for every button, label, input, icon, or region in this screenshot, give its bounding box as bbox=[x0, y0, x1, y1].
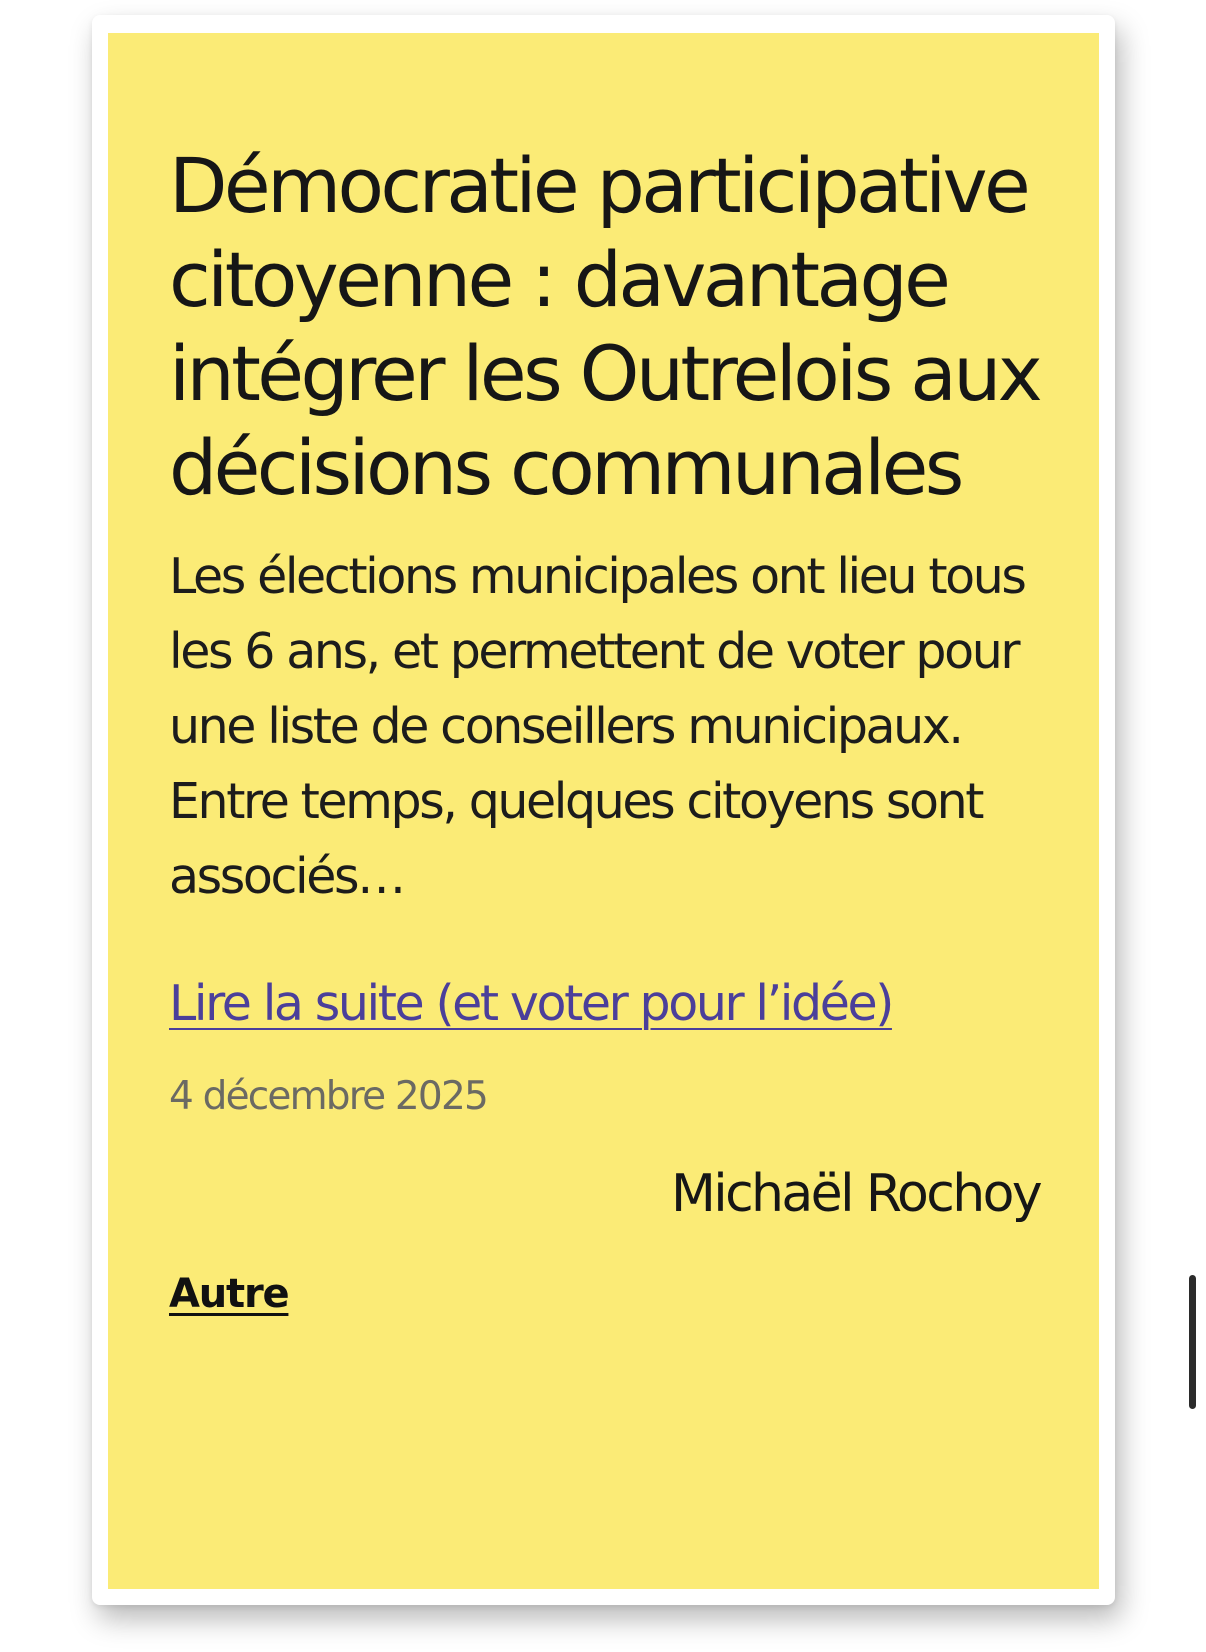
author-name: Michaël Rochoy bbox=[670, 1164, 1040, 1224]
publish-date: 4 décembre 2025 bbox=[169, 1074, 487, 1119]
idea-title: Démocratie participative citoyenne : davantage intégrer les Outrelois aux décisions communales bbox=[169, 141, 1040, 512]
read-more-link[interactable]: Lire la suite (et voter pour l’idée) bbox=[169, 975, 892, 1032]
idea-card bbox=[92, 15, 1115, 1605]
idea-card-content bbox=[108, 33, 1099, 1589]
scrollbar-thumb[interactable] bbox=[1189, 1275, 1196, 1409]
idea-excerpt: Les élections municipales ont lieu tous les 6 ans, et permettent de voter pour une liste de conseillers municipaux. Entre temps, quelques citoyens sont associés… bbox=[169, 548, 1025, 905]
category-link[interactable]: Autre bbox=[169, 1271, 289, 1317]
